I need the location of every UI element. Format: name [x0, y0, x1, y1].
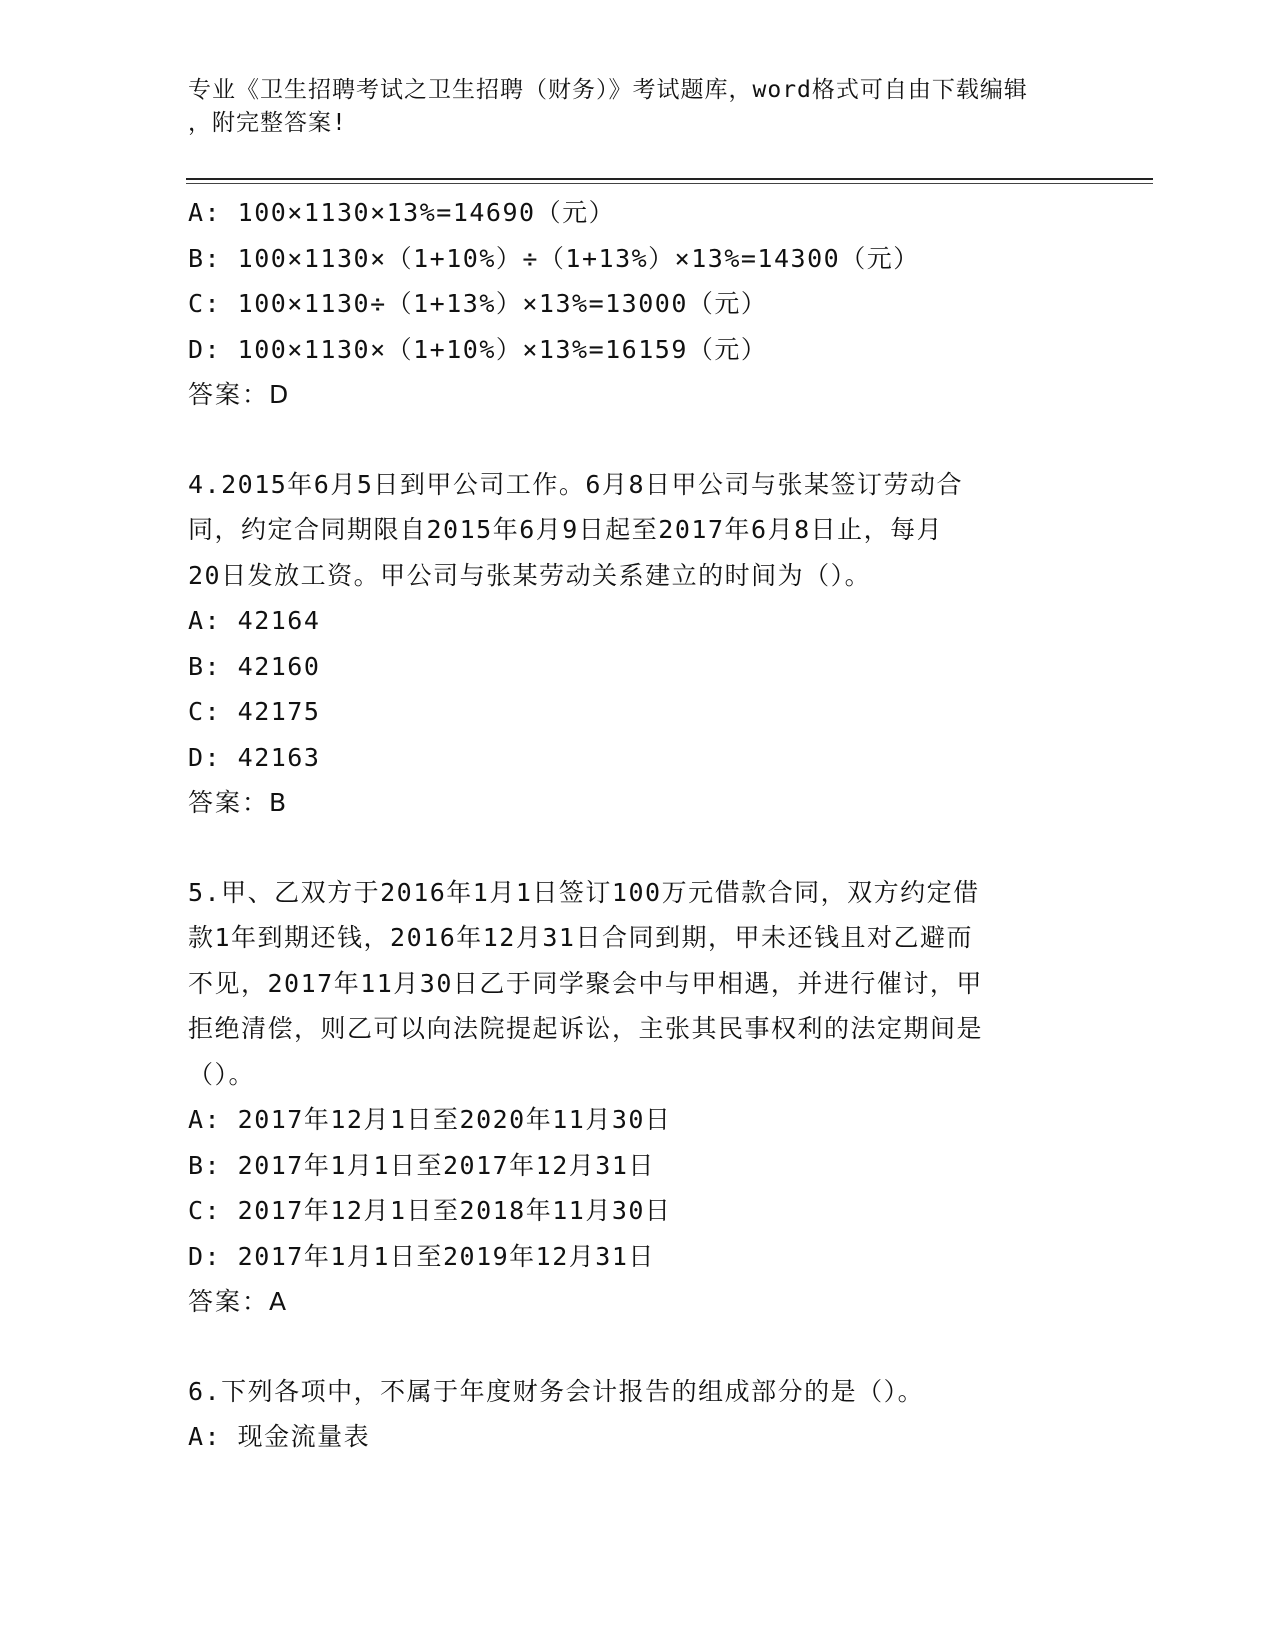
question-stem-line: 4.2015年6月5日到甲公司工作。6月8日甲公司与张某签订劳动合 — [188, 469, 964, 499]
question-stem-line: 拒绝清偿，则乙可以向法院提起诉讼，主张其民事权利的法定期间是 — [188, 1014, 984, 1043]
answer: 答案：A — [188, 1287, 289, 1316]
question-stem-line: 6.下列各项中，不属于年度财务会计报告的组成部分的是（）。 — [188, 1376, 925, 1406]
header-line-1: 专业《卫生招聘考试之卫生招聘（财务）》考试题库，word格式可自由下载编辑 — [188, 77, 1028, 103]
header-line-2: ，附完整答案! — [188, 110, 347, 136]
answer: 答案：D — [188, 380, 291, 409]
question-6 — [188, 1369, 1088, 1460]
question-stem-line: 款1年到期还钱，2016年12月31日合同到期，甲未还钱且对乙避而 — [188, 923, 973, 952]
question-4 — [188, 462, 1088, 826]
header-divider-thin — [186, 183, 1153, 184]
option-d: D: 100×1130×（1+10%）×13%=16159（元） — [188, 334, 768, 364]
spacer — [188, 1325, 1088, 1369]
question-5 — [188, 870, 1088, 1325]
option-c: C: 100×1130÷（1+13%）×13%=13000（元） — [188, 289, 768, 318]
option-d: D: 2017年1月1日至2019年12月31日 — [188, 1241, 655, 1271]
option-d: D: 42163 — [188, 742, 321, 772]
question-stem-line: 不见，2017年11月30日乙于同学聚会中与甲相遇，并进行催讨，甲 — [188, 968, 983, 998]
option-b: B: 100×1130×（1+10%）÷（1+13%）×13%=14300（元） — [188, 243, 920, 273]
spacer — [188, 418, 1088, 462]
question-3 — [188, 190, 1088, 418]
option-a: A: 42164 — [188, 606, 321, 635]
question-list — [188, 190, 1088, 1460]
option-a: A: 现金流量表 — [188, 1422, 371, 1451]
document-header — [188, 74, 1078, 140]
question-stem-line: 同，约定合同期限自2015年6月9日起至2017年6月8日止，每月 — [188, 515, 944, 544]
option-c: C: 42175 — [188, 697, 321, 726]
option-a: A: 100×1130×13%=14690（元） — [188, 198, 616, 227]
header-divider-thick — [186, 178, 1153, 180]
option-b: B: 2017年1月1日至2017年12月31日 — [188, 1150, 655, 1180]
option-b: B: 42160 — [188, 651, 321, 681]
question-stem-line: 5.甲、乙双方于2016年1月1日签订100万元借款合同，双方约定借 — [188, 877, 980, 907]
answer: 答案：B — [188, 788, 289, 817]
option-c: C: 2017年12月1日至2018年11月30日 — [188, 1196, 672, 1225]
option-a: A: 2017年12月1日至2020年11月30日 — [188, 1105, 672, 1134]
question-stem-line: 20日发放工资。甲公司与张某劳动关系建立的时间为（）。 — [188, 560, 872, 590]
spacer — [188, 826, 1088, 870]
question-stem-line: （）。 — [188, 1059, 256, 1089]
